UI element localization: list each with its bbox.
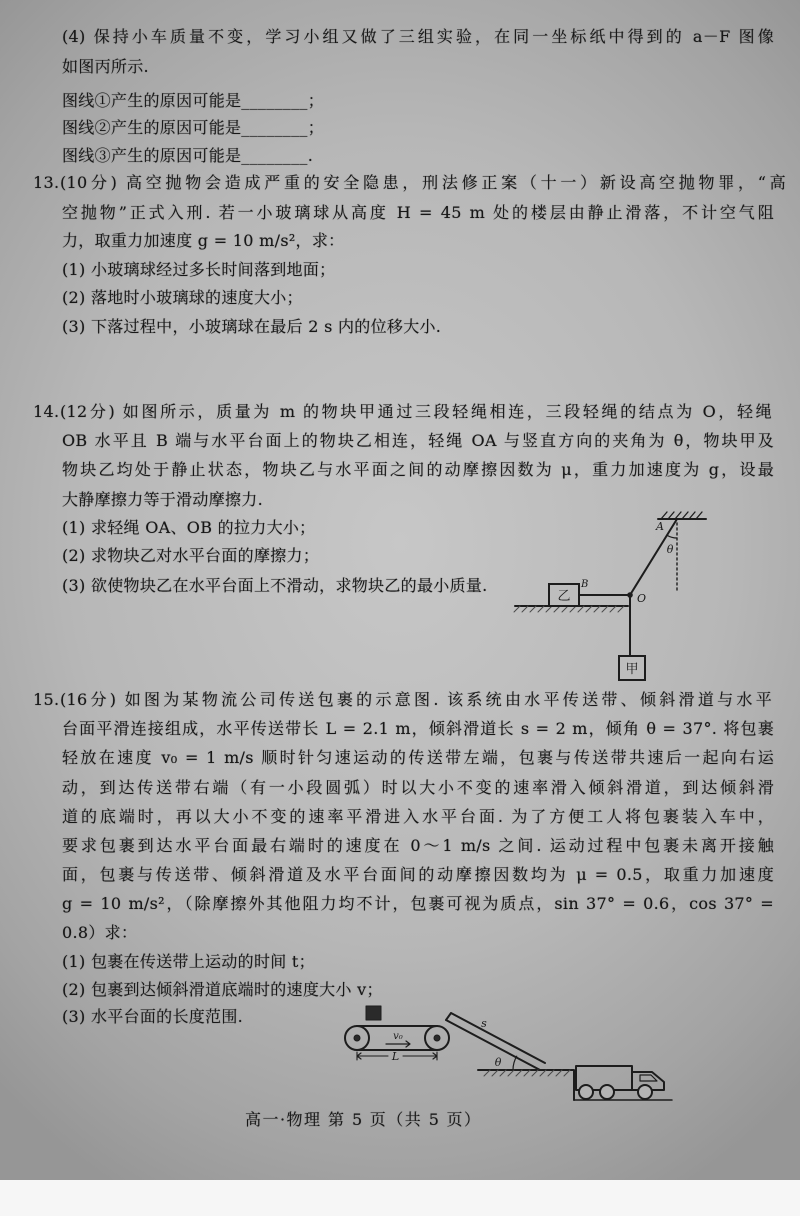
q15-stem-line-9: 0.8）求： xyxy=(62,923,138,942)
q14-stem-line-4: 大静摩擦力等于滑动摩擦力. xyxy=(62,490,263,509)
q15-number: 15. xyxy=(33,690,60,709)
q14-stem-line-1: (12分) 如图所示，质量为 m 的物块甲通过三段轻绳相连，三段轻绳的结点为 O，轻绳 xyxy=(60,402,772,421)
label-block-yi: 乙 xyxy=(557,589,571,604)
q14-stem-line-3: 物块乙均处于静止状态，物块乙与水平面之间的动摩擦因数为 μ，重力加速度为 g，设最 xyxy=(62,460,774,479)
truck-wheel-2 xyxy=(600,1085,614,1099)
label-block-jia: 甲 xyxy=(625,662,639,677)
label-s: s xyxy=(481,1017,487,1030)
q15-stem-line-8: g = 10 m/s²，（除摩擦外其他阻力均不计，包裹可视为质点，sin 37° = 0.6，cos 37° = xyxy=(62,894,774,913)
q14-sub-question-3: (3) 欲使物块乙在水平台面上不滑动，求物块乙的最小质量. xyxy=(62,576,488,595)
roller-left-axle xyxy=(354,1035,360,1041)
q13-sub-question-1: (1) 小玻璃球经过多长时间落到地面； xyxy=(62,260,336,279)
roller-right-axle xyxy=(434,1035,440,1041)
rope-oa xyxy=(630,519,677,595)
angle-theta-arc xyxy=(667,535,677,538)
q13-stem-line-1: (10分) 高空抛物会造成严重的安全隐患，刑法修正案（十一）新设高空抛物罪，“高 xyxy=(60,173,786,192)
q14-sub-question-1: (1) 求轻绳 OA、OB 的拉力大小； xyxy=(62,518,316,537)
ceiling-hatch xyxy=(661,512,702,519)
truck-wheel-1 xyxy=(579,1085,593,1099)
q15-sub-question-3: (3) 水平台面的长度范围. xyxy=(62,1007,244,1026)
q13-stem-line-3: 力，取重力加速度 g = 10 m/s²，求： xyxy=(62,231,345,250)
q13-sub-question-2: (2) 落地时小玻璃球的速度大小； xyxy=(62,288,303,307)
incline-angle-arc xyxy=(513,1056,517,1070)
label-l: L xyxy=(391,1050,400,1063)
label-a: A xyxy=(656,520,664,533)
q14-sub-question-2: (2) 求物块乙对水平台面的摩擦力； xyxy=(62,546,320,565)
q15-stem-line-2: 台面平滑连接组成，水平传送带长 L = 2.1 m，倾斜滑道长 s = 2 m，倾角 θ = 37°. 将包裹 xyxy=(62,719,774,738)
q15-stem-line-4: 动，到达传送带右端（有一小段圆弧）时以大小不变的速率滑入倾斜滑道，到达倾斜滑 xyxy=(62,778,774,797)
q15-stem-line-7: 面，包裹与传送带、倾斜滑道及水平台面间的动摩擦因数均为 μ = 0.5，取重力加速度 xyxy=(62,865,774,884)
q15-stem-line-3: 轻放在速度 v₀ = 1 m/s 顺时针匀速运动的传送带左端，包裹与传送带共速后一起向右运 xyxy=(62,748,774,767)
q12-blank-1: 图线①产生的原因可能是________； xyxy=(62,91,325,110)
q12-part4-line-1: (4) 保持小车质量不变，学习小组又做了三组实验，在同一坐标纸中得到的 a－F 图像 xyxy=(62,27,774,46)
q14-stem-line-2: OB 水平且 B 端与水平台面上的物块乙相连，轻绳 OA 与竖直方向的夹角为 θ，物块甲及 xyxy=(62,431,774,450)
q13-stem-line-2: 空抛物”正式入刑. 若一小玻璃球从高度 H = 45 m 处的楼层由静止滑落，不计空气阻 xyxy=(62,203,774,222)
q15-sub-question-1: (1) 包裹在传送带上运动的时间 t； xyxy=(62,952,315,971)
label-theta-incline: θ xyxy=(494,1056,502,1069)
figure-14-rope-system xyxy=(514,512,706,680)
q12-blank-2: 图线②产生的原因可能是________； xyxy=(62,118,325,137)
label-o: O xyxy=(637,592,647,605)
figure-15-labels xyxy=(391,1017,502,1069)
label-v0: v₀ xyxy=(393,1031,403,1042)
truck-window xyxy=(640,1075,657,1081)
truck-wheel-3 xyxy=(638,1085,652,1099)
q15-sub-question-2: (2) 包裹到达倾斜滑道底端时的速度大小 v； xyxy=(62,980,383,999)
label-b: B xyxy=(581,579,589,590)
label-theta: θ xyxy=(666,543,674,556)
page-footer: 高一·物理 第 5 页（共 5 页） xyxy=(245,1110,481,1129)
q15-stem-line-6: 要求包裹到达水平台面最右端时的速度在 0～1 m/s 之间. 运动过程中包裹未离开接触 xyxy=(62,836,774,855)
q15-stem-line-1: (16分) 如图为某物流公司传送包裹的示意图. 该系统由水平传送带、倾斜滑道与水平 xyxy=(60,690,772,709)
q13-sub-question-3: (3) 下落过程中，小玻璃球在最后 2 s 内的位移大小. xyxy=(62,317,442,336)
package xyxy=(366,1006,381,1020)
q13-number: 13. xyxy=(33,173,60,192)
q12-part4-line-2: 如图丙所示. xyxy=(62,57,149,76)
q15-stem-line-5: 道的底端时，再以大小不变的速率平滑进入水平台面. 为了方便工人将包裹装入车中， xyxy=(62,807,774,826)
q14-number: 14. xyxy=(33,402,60,421)
q12-blank-3: 图线③产生的原因可能是________. xyxy=(62,146,314,165)
